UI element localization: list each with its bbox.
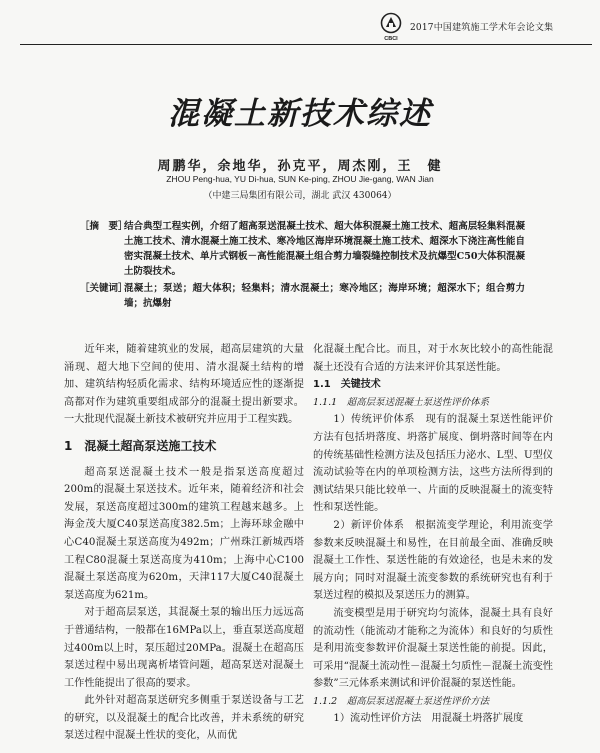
cbci-logo-icon xyxy=(380,12,402,42)
abstract-block xyxy=(80,219,525,311)
abstract xyxy=(80,219,525,279)
abstract-label: ［摘 要］ xyxy=(80,221,128,232)
abstract-text: 结合典型工程实例，介绍了超高泵送混凝土技术、超大体积混凝土施工技术、超高层轻集料混凝土施工技术、清水混凝土施工技术、寒冷地区海岸环境混凝土施工技术、超深水下浇注高性能自密实混凝土技术、单片式钢板－高性能混凝土组合剪力墙裂缝控制技术及抗爆型C50大体积混凝土防裂技术。 xyxy=(124,221,525,277)
keywords xyxy=(80,281,525,311)
body-paragraph: 流变模型是用于研究均匀流体，混凝土具有良好的流动性（能流动才能称之为流体）和良好的匀质性是利用流变参数评价混凝土泵送性能的前提。因此，可采用“混凝土流动性－混凝土匀质性－混凝土流变性参数”三元体系来测试和评价混凝的泵送性能。 xyxy=(313,607,553,690)
keywords-label: ［关键词］ xyxy=(80,283,128,294)
left-column xyxy=(64,341,304,745)
intro-paragraph: 近年来，随着建筑业的发展，超高层建筑的大量涌现、超大地下空间的使用、清水混凝土结构的增加、建筑结构轻质化需求、结构环境适应性的逐渐提高都对作为建筑重要组成部分的混凝土提出新要求。一大批现代混凝土新技术被研究并应用于工程实践。 xyxy=(64,344,304,426)
keywords-text: 混凝土；泵送；超大体积；轻集料；清水混凝土；寒冷地区；海岸环境；超深水下；组合剪力墙；抗爆射 xyxy=(124,283,525,309)
body-paragraph: 2）新评价体系 根据流变学理论，利用流变学参数来反映混凝土和易性，在目前最全面、准确反映混凝土工作性、泵送性能的有效途径，也是未来的发展方向；同时对混凝土流变参数的系统研究也有利于泵送过程的模拟及泵送压力的测算。 xyxy=(313,519,553,602)
body-paragraph: 对于超高层泵送，其混凝土泵的输出压力远远高于普通结构，一般都在16MPa以上，垂直泵送高度超过400m以上时，泵压超过20MPa。混凝土在超高压泵送过程中易出现离析堵管问题，超高泵送对混凝土工作性能提出了很高的要求。 xyxy=(64,607,304,689)
subsubsection-heading: 1.1.1 超高层泵送混凝土泵送性评价体系 xyxy=(313,396,490,408)
subsection-heading: 1.1 关键技术 xyxy=(313,379,381,391)
right-column xyxy=(313,341,553,728)
running-header xyxy=(380,8,595,48)
authors-en: ZHOU Peng-hua, YU Di-hua, SUN Ke-ping, ZHOU Jie-gang, WAN Jian xyxy=(166,174,434,184)
body-paragraph: 1）流动性评价方法 用混凝土坍落扩展度 xyxy=(333,713,524,725)
running-title: 2017中国建筑施工学术年会论文集 xyxy=(410,23,554,33)
logo-text: CBCI xyxy=(384,36,398,42)
authors-cn: 周鹏华，余地华，孙克平，周杰刚，王 健 xyxy=(157,159,443,174)
paper-title: 混凝土新技术综述 xyxy=(168,96,432,132)
body-paragraph: 此外针对超高泵送研究多侧重于泵送设备与工艺的研究，以及混凝土的配合比改善，并未系统的研究泵送过程中混凝土性状的变化，从而优 xyxy=(64,695,304,742)
section-heading: 1 混凝土超高泵送施工技术 xyxy=(64,438,217,453)
header-rule xyxy=(20,44,592,45)
subsubsection-heading: 1.1.2 超高层泵送混凝土泵送性评价方法 xyxy=(313,695,490,707)
body-paragraph: 超高泵送混凝土技术一般是指泵送高度超过200m的混凝土泵送技术。近年来，随着经济和社会发展，泵送高度超过300m的建筑工程越来越多。上海金茂大厦C40泵送高度382.5m；上海环球金融中心C40混凝土泵送高度为492m；广州珠江新城西塔工程C80混凝土泵送高度为410m；上海中心C100混凝土泵送高度为620m，天津117大厦C40混凝土泵送高度为621m。 xyxy=(64,466,304,601)
body-paragraph: 化混凝土配合比。而且，对于水灰比较小的高性能混凝土还没有合适的方法来评价其泵送性能。 xyxy=(313,344,553,373)
affiliation: （中建三局集团有限公司，湖北 武汉 430064） xyxy=(203,191,397,201)
body-paragraph: 1）传统评价体系 现有的混凝土泵送性能评价方法有包括坍落度、坍落扩展度、倒坍落时间等在内的传统基础性检测方法及包括压力泌水、L型、U型仪流动试验等在内的单项检测方法，这些方法所得到的测试结果只能比较单一、片面的反映混凝土的流变特性和泵送性能。 xyxy=(313,414,553,514)
